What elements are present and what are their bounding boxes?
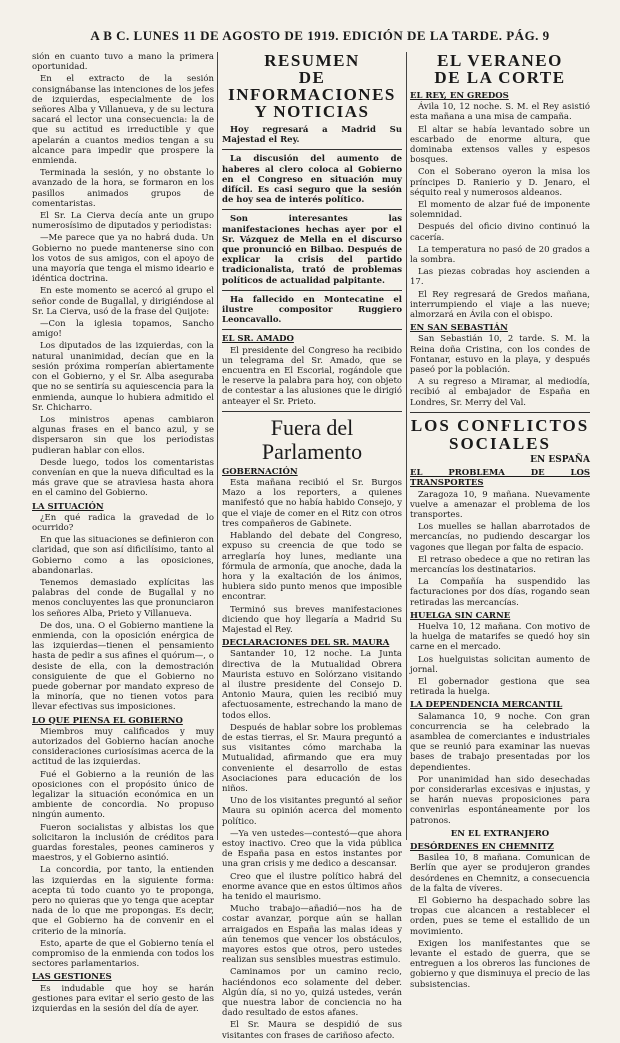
paragraph: Exigen los manifestantes que se levante el estado de guerra, que se entreguen a los obreros las funciones de gobierno y que disminuya el precio de las subsistencias. <box>410 938 590 990</box>
paragraph: El retraso obedece a que no retiran las mercancías los destinatarios. <box>410 554 590 575</box>
divider <box>222 290 402 291</box>
section-heading: EN SAN SEBASTIÁN <box>410 323 508 334</box>
paragraph: Salamanca 10, 9 noche. Con gran concurrencia se ha celebrado la asamblea de comerciantes e industriales que se reunió para examinar las nuevas bases de trabajo presentadas por los dependientes. <box>410 711 590 773</box>
divider <box>222 149 402 150</box>
summary-item: La discusión del aumento de haberes al clero coloca al Gobierno en el Congreso en situación muy difícil. Es casi seguro que la sesión de hoy sea de interés político. <box>222 154 402 206</box>
section-heading: GOBERNACIÓN <box>222 466 298 477</box>
page-header: A B C. LUNES 11 DE AGOSTO DE 1919. EDICIÓN DE LA TARDE. PÁG. 9 <box>90 28 550 43</box>
section-heading: LO QUE PIENSA EL GOBIERNO <box>32 715 183 726</box>
section-heading: LAS GESTIONES <box>32 972 112 983</box>
paragraph: Los ministros apenas cambiaron algunas frases en el banco azul, y se dispersaron sin que los periodistas pudieran hablar con ellos. <box>32 414 214 456</box>
paragraph: El Sr. Maura se despidió de sus visitantes con frases de cariñoso afecto. <box>222 1020 402 1041</box>
title-line: RESUMEN <box>264 51 360 70</box>
paragraph: Esto, aparte de que el Gobierno tenía el compromiso de la enmienda con todos los sectores parlamentarios. <box>32 938 214 970</box>
section-title: Fuera del Parlamento <box>261 414 363 464</box>
paragraph: Mucho trabajo—añadió—nos ha de costar avanzar, porque aún se hallan arraigados en España las malas ideas y aún tenemos que vencer los obstáculos, mayores estos que otros, pero ustedes realizan sus sensibles muestras estimulo. <box>222 904 402 966</box>
paragraph: ¿En qué radica la gravedad de lo ocurrido? <box>32 512 214 533</box>
paragraph: sión en cuanto tuvo a mano la primera oportunidad. <box>32 52 214 73</box>
column-rule <box>217 52 218 840</box>
title-line: DE LA CORTE <box>434 68 566 87</box>
column-3 <box>410 52 590 992</box>
section-heading: LA DEPENDENCIA MERCANTIL <box>410 700 563 711</box>
paragraph: San Sebastián 10, 2 tarde. S. M. la Reina doña Cristina, con los condes de Fontanar, estuvo en la playa, y después paseó por la población. <box>410 334 590 376</box>
summary-title <box>222 52 402 120</box>
section-heading: HUELGA SIN CARNE <box>410 610 511 621</box>
paragraph: Tenemos demasiado explícitas las palabras del conde de Bugallal y no menos concluyentes las que pronunciaron los señores Alba, Prieto y Villanueva. <box>32 577 214 619</box>
paragraph: Creo que el ilustre político habrá del enorme avance que en estos últimos años ha tenido el maurismo. <box>222 871 402 902</box>
paragraph: El momento de alzar fué de imponente solemnidad. <box>410 200 590 221</box>
column-1 <box>32 52 214 1016</box>
section-heading: DECLARACIONES DEL SR. MAURA <box>222 638 390 649</box>
title-line: DE INFORMACIONES <box>228 68 396 104</box>
section-heading: DESÓRDENES EN CHEMNITZ <box>410 842 554 852</box>
paragraph: Fueron socialistas y albistas los que solicitaron la inclusión de créditos para guardas forestales, peones camineros y maestros, y el Gobierno asintió. <box>32 822 214 864</box>
paragraph: La Compañía ha suspendido las facturaciones por dos días, rogando sean retiradas las mercancías. <box>410 577 590 608</box>
paragraph: Huelva 10, 12 mañana. Con motivo de la huelga de matarifes se quedó hoy sin carne en el mercado. <box>410 621 590 653</box>
paragraph: —Me parece que ya no habrá duda. Un Gobierno no puede mantenerse sino con los votos de sus amigos, con el apoyo de una mayoría que tenga el mismo ideario e idéntica doctrina. <box>32 233 214 285</box>
conflictos-title <box>410 417 590 453</box>
paragraph: Miembros muy calificados y muy autorizados del Gobierno hacían anoche consideraciones curiosísimas acerca de la actitud de las izquierdas. <box>32 726 214 768</box>
paragraph: Por unanimidad han sido desechadas por considerarlas excesivas e injustas, y se harán nuevas proposiciones para convenirlas espontáneamente por los patronos. <box>410 774 590 826</box>
paragraph: Las piezas cobradas hoy ascienden a 17. <box>410 267 590 288</box>
paragraph: Después de hablar sobre los problemas de estas tierras, el Sr. Maura preguntó a sus visitantes cómo marchaba la Mutualidad, afirmando que era muy conveniente el desarrollo de estas Asociaciones para educación de los niños. <box>222 722 402 794</box>
paragraph: Uno de los visitantes preguntó al señor Maura su opinión acerca del momento político. <box>222 796 402 827</box>
paragraph: Con el Soberano oyeron la misa los príncipes D. Ranierio y D. Jenaro, el séquito real y numerosos aldeanos. <box>410 167 590 198</box>
paragraph: Ávila 10, 12 noche. S. M. el Rey asistió esta mañana a una misa de campaña. <box>410 102 590 123</box>
subsection-label: EN ESPAÑA <box>530 454 590 465</box>
divider <box>222 411 402 412</box>
summary-item: Hoy regresará a Madrid Su Majestad el Rey. <box>222 125 402 146</box>
title-line: SOCIALES <box>449 433 551 453</box>
summary-item: Ha fallecido en Montecatine el ilustre compositor Ruggiero Leoncavallo. <box>222 294 402 326</box>
paragraph: De dos, una. O el Gobierno mantiene la enmienda, con la oposición enérgica de las izquierdas—tienen el pensamiento hasta de pedir a sus afines el quórum—, o desiste de ella, con la demostración consiguiente de que el Gobierno no puede gobernar por mandato expreso de la minoría, que no tienen votos para llevar efectivas sus imposiciones. <box>32 620 214 713</box>
paragraph: Santander 10, 12 noche. La Junta directiva de la Mutualidad Obrera Maurista estuvo en Solórzano visitando al ilustre presidente del Consejo D. Antonio Maura, quien les recibió muy afectuosamente, estrechando la mano de todos ellos. <box>222 649 402 721</box>
title-line: Y NOTICIAS <box>254 102 370 121</box>
paragraph: Basilea 10, 8 mañana. Comunican de Berlín que ayer se produjeron grandes desórdenes en Chemnitz, a consecuencia de la falta de víveres. <box>410 853 590 894</box>
paragraph: En el extracto de la sesión consignábanse las intenciones de los jefes de izquierdas, especialmente de los señores Alba y Villanueva, y de su lectura sacará el lector una consecuencia: la de que su actitud es irreductible y que apelarán a cuantos medios tengan a su alcance para impedir que prospere la enmienda. <box>32 74 214 167</box>
paragraph: Los huelguistas solicitan aumento de jornal. <box>410 654 590 675</box>
paragraph: El presidente del Congreso ha recibido un telegrama del Sr. Amado, que se encuentra en El Escorial, rogándole que le reserve la palabra para hoy, con objeto de contestar a las alusiones que le dirigió anteayer el Sr. Prieto. <box>222 345 402 407</box>
section-heading: EL PROBLEMA DE LOS TRANSPORTES <box>410 468 590 489</box>
divider <box>410 412 590 413</box>
paragraph: El Rey regresará de Gredos mañana, interrumpiendo el viaje a las nueve; almorzará en Ávila con el obispo. <box>410 289 590 321</box>
title-line: LOS CONFLICTOS <box>410 415 590 435</box>
paragraph: —Ya ven ustedes—contestó—que ahora estoy inactivo. Creo que la vida pública de España pasa en estos instantes por una gran crisis y me dedico a descansar. <box>222 828 402 870</box>
paragraph: Zaragoza 10, 9 mañana. Nuevamente vuelve a amenazar el problema de los transportes. <box>410 489 590 520</box>
subsection-label: EN EL EXTRANJERO <box>450 828 550 839</box>
paragraph: Después del oficio divino continuó la cacería. <box>410 222 590 243</box>
paragraph: Desde luego, todos los comentaristas convenían en que la nueva dificultad es la más grave que se atraviesa hasta ahora en el camino del Gobierno. <box>32 457 214 499</box>
section-heading: EL SR. AMADO <box>222 334 294 345</box>
paragraph: Es indudable que hoy se harán gestiones para evitar el serio gesto de las izquierdas en la sesión del día de ayer. <box>32 983 214 1015</box>
paragraph: Fué el Gobierno a la reunión de las oposiciones con el propósito único de legalizar la situación económica en un ambiente de concordia. No propuso ningún aumento. <box>32 769 214 821</box>
paragraph: El Gobierno ha despachado sobre las tropas cue alcancen a restablecer el orden, pues se teme el estallido de un movimiento. <box>410 896 590 937</box>
paragraph: Esta mañana recibió el Sr. Burgos Mazo a los reporters, a quienes manifestó que no había habido Consejo, y que el viaje de comer en el Ritz con otros tres compañeros de Gabinete. <box>222 478 402 529</box>
section-heading: EL REY, EN GREDOS <box>410 91 509 101</box>
paragraph: Terminó sus breves manifestaciones diciendo que hoy llegaría a Madrid Su Majestad el Rey. <box>222 604 402 635</box>
column-2 <box>222 52 402 1043</box>
summary-item: Son interesantes las manifestaciones hechas ayer por el Sr. Vázquez de Mella en el discurso que pronunció en Bilbao. Después de explicar la crisis del partido tradicionalista, trató de problemas políticos de actualidad palpitante. <box>222 214 402 286</box>
divider <box>222 329 402 330</box>
paragraph: El gobernador gestiona que sea retirada la huelga. <box>410 676 590 698</box>
divider <box>222 209 402 210</box>
veraneo-title <box>410 52 590 86</box>
section-heading: LA SITUACIÓN <box>32 501 104 512</box>
paragraph: Los muelles se hallan abarrotados de mercancías, no pudiendo descargar los vagones que llegan por falta de espacio. <box>410 522 590 553</box>
paragraph: Los diputados de las izquierdas, con la natural unanimidad, decían que en la sesión próxima romperían abiertamente con el Gobierno, y el Sr. Alba aseguraba que no se sentiría su aquiescencia para la enmienda, aunque lo hubiera admitido el Sr. Chicharro. <box>32 341 214 413</box>
paragraph: En este momento se acercó al grupo el señor conde de Bugallal, y dirigiéndose al Sr. La Cierva, usó de la frase del Quijote: <box>32 286 214 317</box>
paragraph: Hablando del debate del Congreso, expuso su creencia de que todo se arreglaría hoy lunes, mediante una fórmula de armonía, que anoche, dada la hora y la exaltación de los ánimos, hubiera sido punto menos que imposible encontrar. <box>222 531 402 603</box>
column-rule <box>406 52 407 840</box>
summary-block <box>222 125 402 325</box>
paragraph: —Con la iglesia topamos, Sancho amigo! <box>32 319 214 340</box>
paragraph: El Sr. La Cierva decía ante un grupo numerosísimo de diputados y periodistas: <box>32 211 214 232</box>
paragraph: La concordia, por tanto, la entienden las izquierdas en la siguiente forma: acepta tú todo cuanto yo te proponga, pero no quieras que yo tenga que aceptar nada de lo que me propongas. Es decir, que el Gobierno ha de convenir en el criterio de la minoría. <box>32 865 214 937</box>
paragraph: Terminada la sesión, y no obstante lo avanzado de la hora, se formaron en los pasillos animados grupos de comentaristas. <box>32 168 214 209</box>
title-line: EL VERANEO <box>437 51 563 70</box>
paragraph: A su regreso a Miramar, al mediodía, recibió al embajador de España en Londres, Sr. Merry del Val. <box>410 377 590 408</box>
paragraph: En que las situaciones se definieron con claridad, que son así dificilísimo, tanto al Gobierno como a las oposiciones, abandonarlas. <box>32 535 214 576</box>
paragraph: La temperatura no pasó de 20 grados a la sombra. <box>410 244 590 266</box>
paragraph: El altar se había levantado sobre un escarbado de enorme altura, que dominaba extensos valles y espesos bosques. <box>410 124 590 166</box>
paragraph: Caminamos por un camino recio, haciéndonos eco solamente del deber. Algún día, si no yo, quizá ustedes, verán que nuestra labor de conciencia no ha dado resultado de estos afanes. <box>222 967 402 1019</box>
